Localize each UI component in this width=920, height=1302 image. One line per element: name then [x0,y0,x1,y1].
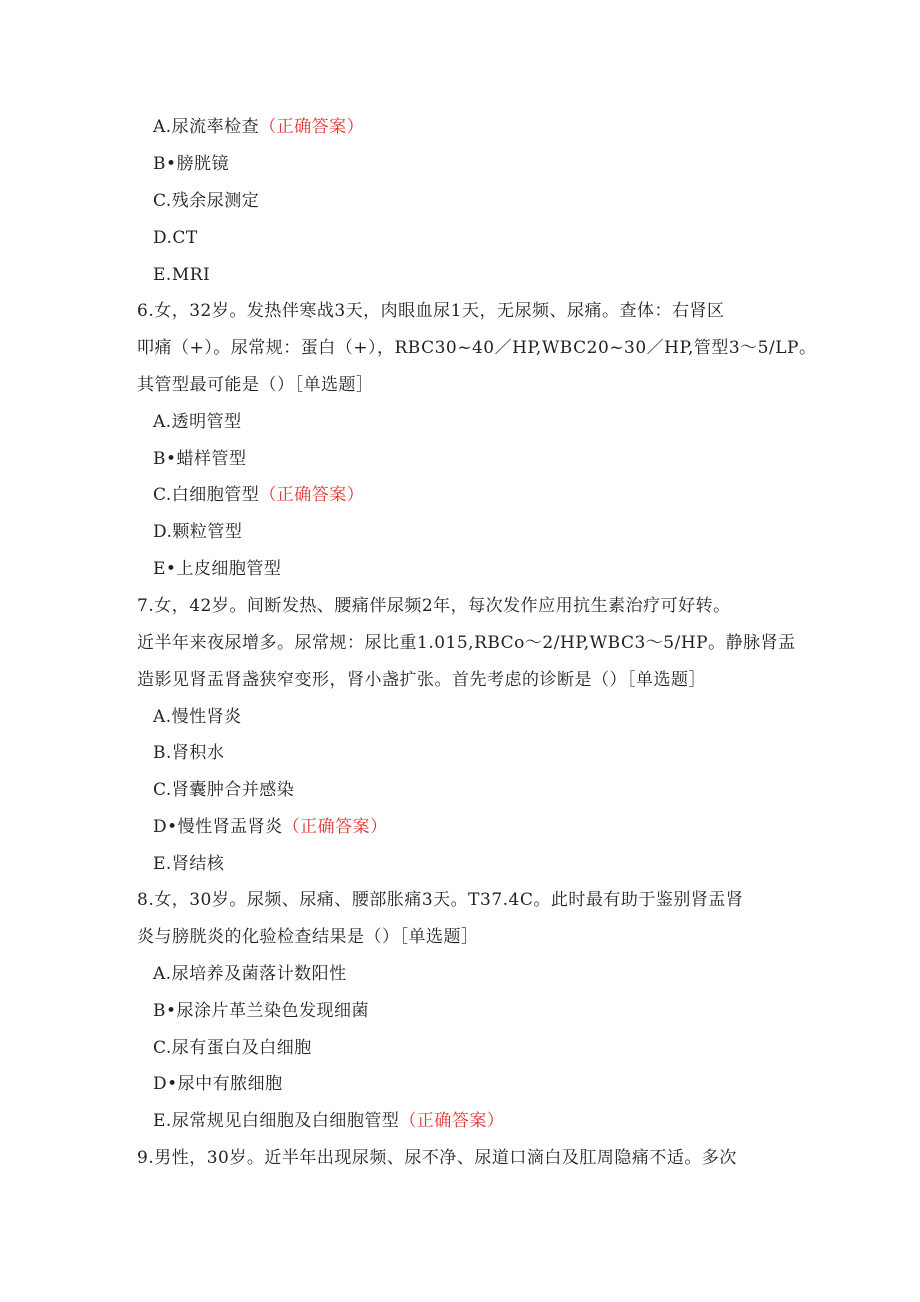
correct-answer-mark: （正确答案） [259,117,365,137]
option-text: C.尿有蛋白及白细胞 [153,1038,312,1058]
option-text: D.CT [153,228,198,248]
q8-option-d [153,1073,283,1095]
option-text: A.慢性肾炎 [153,707,242,727]
option-text: A.尿培养及菌落计数阳性 [153,964,347,984]
option-text: C.残余尿测定 [153,191,260,211]
q5-option-c [153,190,259,212]
q8-stem-line-2: 炎与膀胱炎的化验检查结果是（）［单选题］ [137,927,479,947]
q7-option-d [153,816,388,838]
q7-stem-line-1: 7.女，42岁。间断发热、腰痛伴尿频2年，每次发作应用抗生素治疗可好转。 [137,596,731,616]
q5-option-a [153,116,364,138]
option-text: A.尿流率检查 [153,117,260,137]
q7-option-c [153,779,294,801]
correct-answer-mark: （正确答案） [259,485,365,505]
option-text: D•尿中有脓细胞 [153,1074,283,1094]
q6-stem-line-2: 叩痛（+）。尿常规：蛋白（+），RBC30~40／HP,WBC20~30／HP,管型3～5/LP。 [137,338,817,358]
q8-stem-line-1: 8.女，30岁。尿频、尿痛、腰部胀痛3天。T37.4C。此时最有助于鉴别肾盂肾 [137,890,744,910]
option-text: B.肾积水 [153,743,225,763]
q6-stem-line-3: 其管型最可能是（）［单选题］ [137,375,374,395]
q6-option-a [153,411,242,433]
option-text: E.肾结核 [153,854,225,874]
option-text: D•慢性肾盂肾炎 [153,817,283,837]
q7-stem-line-2: 近半年来夜尿增多。尿常规：尿比重1.015,RBCo～2/HP,WBC3～5/HP。静脉肾盂 [137,633,796,653]
option-text: D.颗粒管型 [153,522,243,542]
option-text: A.透明管型 [153,412,242,432]
q9-stem-line-1: 9.男性，30岁。近半年出现尿频、尿不净、尿道口滴白及肛周隐痛不适。多次 [137,1148,737,1168]
correct-answer-mark: （正确答案） [399,1111,505,1131]
q7-option-b [153,742,224,764]
q6-option-b [153,448,247,470]
option-text: E•上皮细胞管型 [153,559,282,579]
q5-option-e [153,264,210,286]
q8-option-a [153,963,347,985]
option-text: B•尿涂片革兰染色发现细菌 [153,1001,370,1021]
correct-answer-mark: （正确答案） [282,817,388,837]
option-text: E.尿常规见白细胞及白细胞管型 [153,1111,400,1131]
q7-stem-line-3: 造影见肾盂肾盏狭窄变形，肾小盏扩张。首先考虑的诊断是（）［单选题］ [137,670,706,690]
q5-option-d [153,227,198,249]
q5-option-b [153,153,229,175]
option-text: B•蜡样管型 [153,449,247,469]
option-text: B•膀胱镜 [153,154,230,174]
q8-option-e [153,1110,504,1132]
option-text: E.MRI [153,265,211,285]
q6-option-d [153,521,242,543]
q7-option-e [153,853,224,875]
option-text: C.白细胞管型 [153,485,260,505]
q7-option-a [153,706,242,728]
q8-option-b [153,1000,369,1022]
q6-option-c [153,484,364,506]
q6-option-e [153,558,281,580]
option-text: C.肾囊肿合并感染 [153,780,295,800]
q8-option-c [153,1037,312,1059]
q6-stem-line-1: 6.女，32岁。发热伴寒战3天，肉眼血尿1天，无尿频、尿痛。查体：右肾区 [137,301,725,321]
